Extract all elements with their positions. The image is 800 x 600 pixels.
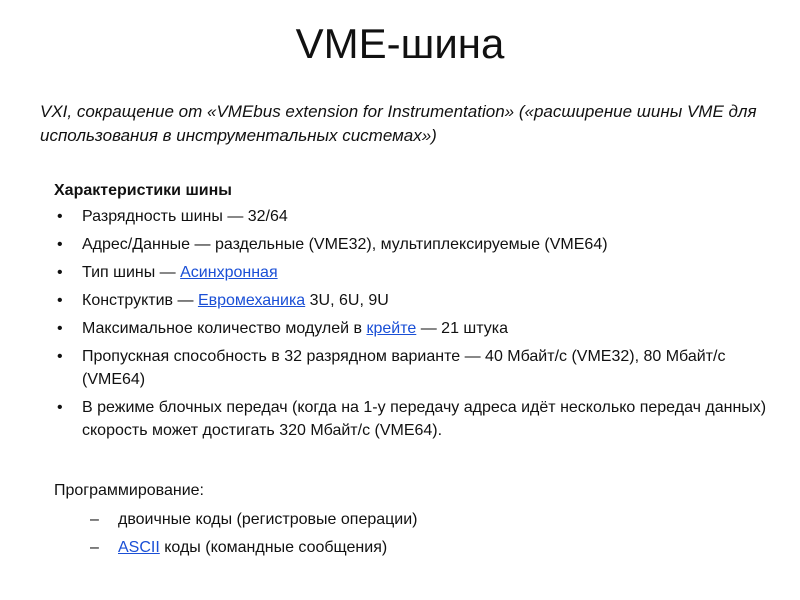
list-item	[90, 536, 418, 559]
list-item	[54, 261, 774, 284]
list-item	[90, 508, 418, 531]
list-item	[54, 233, 774, 256]
item-text: В режиме блочных передач (когда на 1-у передачу адреса идёт несколько передач данных) скорость может достигать 320 Мбайт/с (VME64).	[82, 399, 767, 439]
item-text: Пропускная способность в 32 разрядном варианте — 40 Мбайт/с (VME32), 80 Мбайт/с (VME64)	[82, 348, 726, 388]
programming-heading: Программирование:	[54, 482, 204, 499]
programming-list	[90, 508, 418, 564]
item-text: Разрядность шины — 32/64	[82, 208, 288, 225]
list-item	[54, 205, 774, 228]
link-asynchronous[interactable]: Асинхронная	[180, 264, 278, 281]
characteristics-list	[54, 205, 774, 447]
list-item	[54, 396, 774, 442]
link-crate[interactable]: крейте	[366, 320, 417, 337]
list-item	[54, 289, 774, 312]
list-item	[54, 317, 774, 340]
slide-title: VME-шина	[295, 20, 505, 67]
link-euromechanics[interactable]: Евромеханика	[197, 292, 306, 309]
item-text: Адрес/Данные — раздельные (VME32), мультиплексируемые (VME64)	[82, 236, 608, 253]
item-text: — 21 штука	[416, 320, 509, 337]
item-text: Максимальное количество модулей в	[82, 320, 367, 337]
item-text: двоичные коды (регистровые операции)	[118, 511, 418, 528]
slide-subtitle: VXI, сокращение от «VMEbus extension for Instrumentation» («расширение шины VME для использования в инструментальных системах»)	[40, 102, 757, 145]
item-text: Конструктив —	[82, 292, 198, 309]
link-ascii[interactable]: ASCII	[118, 539, 160, 556]
item-text: коды (командные сообщения)	[159, 539, 388, 556]
characteristics-heading: Характеристики шины	[54, 182, 232, 199]
item-text: Тип шины —	[82, 264, 181, 281]
list-item	[54, 345, 774, 391]
item-text: 3U, 6U, 9U	[305, 292, 389, 309]
